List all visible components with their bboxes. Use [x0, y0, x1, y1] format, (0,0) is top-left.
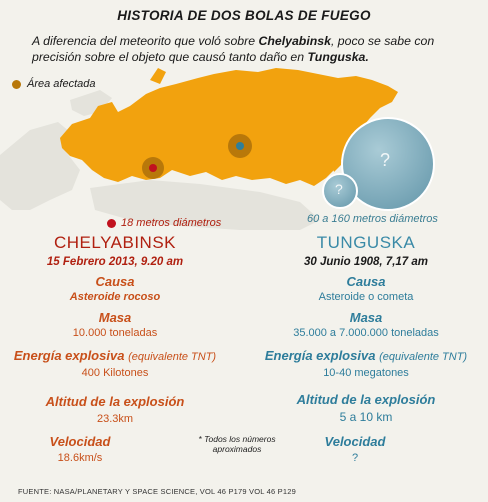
intro-part-1: A diferencia del meteorito que voló sobre	[32, 34, 259, 48]
tunguska-mass-value: 35.000 a 7.000.000 toneladas	[293, 327, 439, 339]
chelyabinsk-altitude-value: 23.3km	[96, 413, 134, 425]
chelyabinsk-name: CHELYABINSK	[53, 233, 177, 252]
large-size-label	[307, 213, 438, 225]
chelyabinsk-column	[0, 233, 230, 253]
tunguska-energy-value: 10-40 megatones	[323, 367, 409, 379]
large-sphere-question: ?	[380, 150, 391, 170]
chelyabinsk-core	[149, 164, 157, 172]
chelyabinsk-cause-label: Causa	[95, 274, 135, 289]
chelyabinsk-altitude-label: Altitud de la explosión	[45, 394, 185, 409]
large-size-text: 60 a 160 metros diámetros	[307, 213, 438, 225]
novaya-zemlya	[150, 68, 166, 84]
chelyabinsk-energy-value: 400 Kilotones	[81, 367, 149, 379]
legend-swatch	[12, 80, 21, 89]
intro-chelyabinsk: Chelyabinsk	[258, 34, 331, 48]
tunguska-altitude-label: Altitud de la explosión	[296, 392, 436, 407]
intro-tunguska: Tunguska.	[307, 50, 369, 64]
chelyabinsk-cause-value: Asteroide rocoso	[69, 291, 161, 303]
small-sphere-question: ?	[335, 181, 343, 197]
tunguska-altitude-value: 5 a 10 km	[339, 410, 393, 424]
red-marker-icon	[107, 219, 116, 228]
tunguska-energy-label-text: Energía explosiva	[264, 348, 376, 363]
chelyabinsk-mass-label: Masa	[98, 310, 132, 325]
tunguska-mass-label: Masa	[349, 310, 383, 325]
chelyabinsk-mass-value: 10.000 toneladas	[72, 327, 158, 339]
legend-label: Área afectada	[27, 78, 96, 90]
chelyabinsk-energy-label-text: Energía explosiva	[13, 348, 125, 363]
tunguska-cause-value: Asteroide o cometa	[318, 291, 414, 303]
tunguska-energy-label	[244, 348, 488, 363]
map-legend	[12, 78, 96, 90]
chelyabinsk-speed-value: 18.6km/s	[57, 452, 103, 464]
chelyabinsk-speed-label: Velocidad	[49, 434, 111, 449]
source-credit: FUENTE: NASA/PLANETARY Y SPACE SCIENCE, VOL 46 P179 VOL 46 P129	[18, 487, 296, 496]
tunguska-core	[236, 142, 244, 150]
tunguska-name: TUNGUSKA	[316, 233, 416, 252]
tunguska-date: 30 Junio 1908, 7,17 am	[303, 256, 429, 268]
chelyabinsk-energy-label	[0, 348, 230, 363]
chelyabinsk-date: 15 Febrero 2013, 9.20 am	[46, 256, 184, 268]
small-size-label	[107, 217, 221, 229]
tunguska-speed-label: Velocidad	[324, 434, 386, 449]
tunguska-energy-note: (equivalente TNT)	[379, 351, 468, 363]
small-size-text: 18 metros diámetros	[121, 217, 222, 229]
footnote: * Todos los números aproximados	[198, 434, 276, 454]
tunguska-speed-value: ?	[351, 452, 359, 464]
intro-part-2: , poco se sabe con precisión sobre el objeto que causó tanto daño en	[32, 34, 435, 64]
chelyabinsk-energy-note: (equivalente TNT)	[128, 351, 217, 363]
tunguska-cause-label: Causa	[346, 274, 386, 289]
infographic-title: HISTORIA DE DOS BOLAS DE FUEGO	[117, 8, 371, 23]
